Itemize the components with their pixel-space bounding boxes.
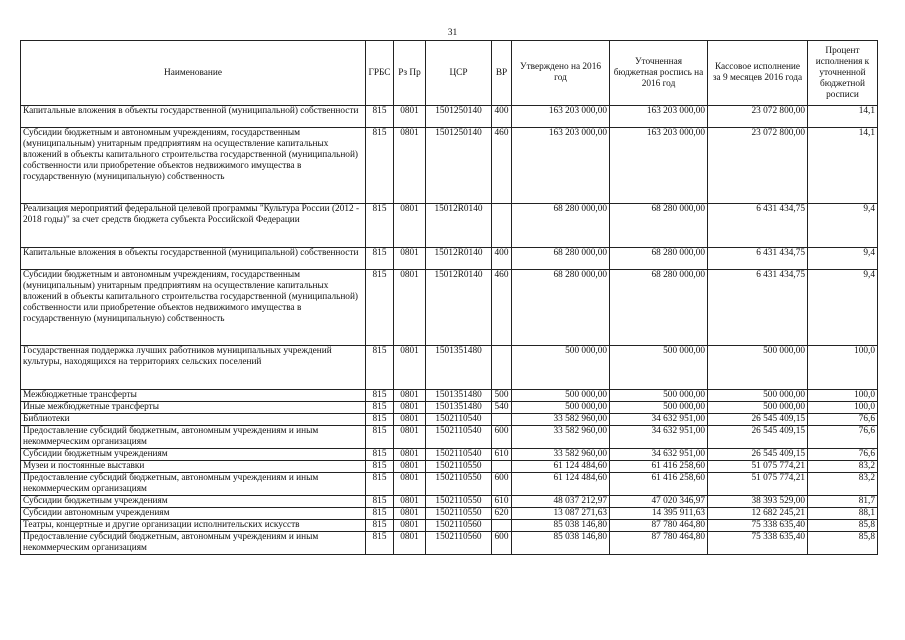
- row-rzpr: 0801: [394, 106, 426, 128]
- row-percent: 85,8: [808, 520, 878, 532]
- row-grbs: 815: [366, 449, 394, 461]
- table-row: [21, 204, 878, 248]
- row-cash: 23 072 800,00: [708, 128, 808, 204]
- row-csr: 1502110550: [426, 461, 492, 473]
- row-percent: 76,6: [808, 414, 878, 426]
- table-row: [21, 461, 878, 473]
- row-csr: 1501351480: [426, 390, 492, 402]
- row-percent: 83,2: [808, 473, 878, 496]
- row-grbs: 815: [366, 128, 394, 204]
- row-cash: 75 338 635,40: [708, 532, 808, 555]
- row-csr: 1502110560: [426, 520, 492, 532]
- row-approved: 33 582 960,00: [512, 414, 610, 426]
- row-grbs: 815: [366, 508, 394, 520]
- row-csr: 15012R0140: [426, 204, 492, 248]
- row-refined: 34 632 951,00: [610, 426, 708, 449]
- row-percent: 76,6: [808, 449, 878, 461]
- row-csr: 1502110540: [426, 414, 492, 426]
- header-rzpr: Рз Пр: [394, 41, 426, 106]
- row-approved: 61 124 484,60: [512, 461, 610, 473]
- row-grbs: 815: [366, 532, 394, 555]
- header-grbs: ГРБС: [366, 41, 394, 106]
- row-rzpr: 0801: [394, 346, 426, 390]
- row-rzpr: 0801: [394, 532, 426, 555]
- row-rzpr: 0801: [394, 204, 426, 248]
- row-cash: 51 075 774,21: [708, 473, 808, 496]
- row-refined: 163 203 000,00: [610, 128, 708, 204]
- row-cash: 23 072 800,00: [708, 106, 808, 128]
- row-csr: 1502110550: [426, 496, 492, 508]
- row-approved: 68 280 000,00: [512, 204, 610, 248]
- row-name: Государственная поддержка лучших работников муниципальных учреждений культуры, находящихся на территориях сельских поселений: [21, 346, 366, 390]
- row-rzpr: 0801: [394, 128, 426, 204]
- row-cash: 500 000,00: [708, 346, 808, 390]
- row-refined: 68 280 000,00: [610, 270, 708, 346]
- row-grbs: 815: [366, 496, 394, 508]
- row-csr: 1501351480: [426, 402, 492, 414]
- row-vr: 460: [492, 128, 512, 204]
- row-csr: 1502110540: [426, 449, 492, 461]
- row-vr: 460: [492, 270, 512, 346]
- row-percent: 14,1: [808, 128, 878, 204]
- row-percent: 14,1: [808, 106, 878, 128]
- row-vr: [492, 520, 512, 532]
- row-grbs: 815: [366, 390, 394, 402]
- row-percent: 100,0: [808, 402, 878, 414]
- table-row: [21, 414, 878, 426]
- row-rzpr: 0801: [394, 508, 426, 520]
- row-approved: 500 000,00: [512, 402, 610, 414]
- row-percent: 83,2: [808, 461, 878, 473]
- row-approved: 33 582 960,00: [512, 426, 610, 449]
- row-rzpr: 0801: [394, 414, 426, 426]
- row-cash: 500 000,00: [708, 402, 808, 414]
- row-grbs: 815: [366, 248, 394, 270]
- row-csr: 1501351480: [426, 346, 492, 390]
- row-refined: 68 280 000,00: [610, 248, 708, 270]
- row-refined: 500 000,00: [610, 346, 708, 390]
- header-cash: Кассовое исполнение за 9 месяцев 2016 года: [708, 41, 808, 106]
- row-name: Субсидии бюджетным учреждениям: [21, 449, 366, 461]
- table-row: [21, 520, 878, 532]
- row-grbs: 815: [366, 402, 394, 414]
- table-row: [21, 496, 878, 508]
- row-refined: 61 416 258,60: [610, 461, 708, 473]
- header-refined: Уточненная бюджетная роспись на 2016 год: [610, 41, 708, 106]
- header-csr: ЦСР: [426, 41, 492, 106]
- table-row: [21, 270, 878, 346]
- row-refined: 163 203 000,00: [610, 106, 708, 128]
- row-name: Реализация мероприятий федеральной целевой программы "Культура России (2012 - 2018 годы)" за счет средств бюджета субъекта Российской Федерации: [21, 204, 366, 248]
- row-percent: 85,8: [808, 532, 878, 555]
- row-rzpr: 0801: [394, 449, 426, 461]
- row-grbs: 815: [366, 461, 394, 473]
- row-grbs: 815: [366, 204, 394, 248]
- row-name: Субсидии бюджетным и автономным учреждениям, государственным (муниципальным) унитарным предприятиям на осуществление капитальных вложений в объекты капитального строительства государственной (муниципальной) собственности или приобретение объектов недвижимого имущества в государственную (муниципальную) собственность: [21, 128, 366, 204]
- row-vr: 610: [492, 496, 512, 508]
- row-grbs: 815: [366, 520, 394, 532]
- row-name: Предоставление субсидий бюджетным, автономным учреждениям и иным некоммерческим организациям: [21, 473, 366, 496]
- row-approved: 33 582 960,00: [512, 449, 610, 461]
- table-row: [21, 390, 878, 402]
- row-refined: 34 632 951,00: [610, 414, 708, 426]
- row-csr: 15012R0140: [426, 248, 492, 270]
- table-row: [21, 248, 878, 270]
- row-rzpr: 0801: [394, 248, 426, 270]
- row-name: Предоставление субсидий бюджетным, автономным учреждениям и иным некоммерческим организациям: [21, 532, 366, 555]
- row-name: Библиотеки: [21, 414, 366, 426]
- row-vr: 400: [492, 248, 512, 270]
- row-cash: 38 393 529,00: [708, 496, 808, 508]
- row-cash: 26 545 409,15: [708, 414, 808, 426]
- row-csr: 1502110550: [426, 508, 492, 520]
- row-rzpr: 0801: [394, 402, 426, 414]
- header-percent: Процент исполнения к уточненной бюджетной росписи: [808, 41, 878, 106]
- row-cash: 51 075 774,21: [708, 461, 808, 473]
- row-refined: 61 416 258,60: [610, 473, 708, 496]
- row-vr: [492, 461, 512, 473]
- table-row: [21, 128, 878, 204]
- row-percent: 9,4: [808, 204, 878, 248]
- table-row: [21, 402, 878, 414]
- row-approved: 163 203 000,00: [512, 106, 610, 128]
- row-percent: 81,7: [808, 496, 878, 508]
- row-grbs: 815: [366, 473, 394, 496]
- row-approved: 68 280 000,00: [512, 248, 610, 270]
- row-refined: 47 020 346,97: [610, 496, 708, 508]
- row-vr: [492, 414, 512, 426]
- row-percent: 88,1: [808, 508, 878, 520]
- row-grbs: 815: [366, 106, 394, 128]
- row-approved: 85 038 146,80: [512, 532, 610, 555]
- row-name: Музеи и постоянные выставки: [21, 461, 366, 473]
- row-cash: 75 338 635,40: [708, 520, 808, 532]
- row-vr: [492, 346, 512, 390]
- table-row: [21, 473, 878, 496]
- row-refined: 34 632 951,00: [610, 449, 708, 461]
- row-rzpr: 0801: [394, 520, 426, 532]
- row-approved: 61 124 484,60: [512, 473, 610, 496]
- row-csr: 1502110560: [426, 532, 492, 555]
- budget-table: [20, 40, 878, 555]
- row-name: Субсидии бюджетным учреждениям: [21, 496, 366, 508]
- row-csr: 1502110540: [426, 426, 492, 449]
- row-percent: 9,4: [808, 270, 878, 346]
- row-cash: 6 431 434,75: [708, 270, 808, 346]
- row-approved: 85 038 146,80: [512, 520, 610, 532]
- row-refined: 500 000,00: [610, 402, 708, 414]
- row-csr: 1501250140: [426, 128, 492, 204]
- row-percent: 100,0: [808, 346, 878, 390]
- row-vr: 600: [492, 426, 512, 449]
- row-name: Субсидии бюджетным и автономным учреждениям, государственным (муниципальным) унитарным предприятиям на осуществление капитальных вложений в объекты капитального строительства государственной (муниципальной) собственности или приобретение объектов недвижимого имущества в государственную (муниципальную) собственность: [21, 270, 366, 346]
- row-vr: 500: [492, 390, 512, 402]
- table-row: [21, 532, 878, 555]
- row-name: Субсидии автономным учреждениям: [21, 508, 366, 520]
- row-name: Капитальные вложения в объекты государственной (муниципальной) собственности: [21, 248, 366, 270]
- row-refined: 87 780 464,80: [610, 532, 708, 555]
- row-grbs: 815: [366, 346, 394, 390]
- row-vr: 620: [492, 508, 512, 520]
- row-percent: 100,0: [808, 390, 878, 402]
- row-cash: 26 545 409,15: [708, 449, 808, 461]
- row-name: Капитальные вложения в объекты государственной (муниципальной) собственности: [21, 106, 366, 128]
- row-approved: 500 000,00: [512, 346, 610, 390]
- row-vr: 400: [492, 106, 512, 128]
- row-rzpr: 0801: [394, 270, 426, 346]
- row-rzpr: 0801: [394, 426, 426, 449]
- row-cash: 6 431 434,75: [708, 248, 808, 270]
- row-cash: 12 682 245,21: [708, 508, 808, 520]
- row-percent: 9,4: [808, 248, 878, 270]
- row-name: Театры, концертные и другие организации исполнительских искусств: [21, 520, 366, 532]
- table-row: [21, 508, 878, 520]
- row-cash: 26 545 409,15: [708, 426, 808, 449]
- row-rzpr: 0801: [394, 390, 426, 402]
- header-approved: Утверждено на 2016 год: [512, 41, 610, 106]
- table-row: [21, 449, 878, 461]
- row-vr: 610: [492, 449, 512, 461]
- row-vr: 540: [492, 402, 512, 414]
- row-cash: 6 431 434,75: [708, 204, 808, 248]
- row-name: Межбюджетные трансферты: [21, 390, 366, 402]
- row-approved: 48 037 212,97: [512, 496, 610, 508]
- row-refined: 14 395 911,63: [610, 508, 708, 520]
- row-cash: 500 000,00: [708, 390, 808, 402]
- header-row: [21, 41, 878, 106]
- row-csr: 1502110550: [426, 473, 492, 496]
- row-csr: 1501250140: [426, 106, 492, 128]
- row-vr: [492, 204, 512, 248]
- row-csr: 15012R0140: [426, 270, 492, 346]
- row-rzpr: 0801: [394, 461, 426, 473]
- row-approved: 13 087 271,63: [512, 508, 610, 520]
- row-approved: 500 000,00: [512, 390, 610, 402]
- table-row: [21, 346, 878, 390]
- row-refined: 68 280 000,00: [610, 204, 708, 248]
- header-name: Наименование: [21, 41, 366, 106]
- row-name: Иные межбюджетные трансферты: [21, 402, 366, 414]
- row-rzpr: 0801: [394, 496, 426, 508]
- table-row: [21, 426, 878, 449]
- row-approved: 68 280 000,00: [512, 270, 610, 346]
- row-percent: 76,6: [808, 426, 878, 449]
- row-name: Предоставление субсидий бюджетным, автономным учреждениям и иным некоммерческим организациям: [21, 426, 366, 449]
- row-grbs: 815: [366, 414, 394, 426]
- page-number: 31: [447, 28, 458, 38]
- row-refined: 87 780 464,80: [610, 520, 708, 532]
- row-vr: 600: [492, 473, 512, 496]
- header-vr: ВР: [492, 41, 512, 106]
- table-row: [21, 106, 878, 128]
- row-rzpr: 0801: [394, 473, 426, 496]
- row-approved: 163 203 000,00: [512, 128, 610, 204]
- row-refined: 500 000,00: [610, 390, 708, 402]
- row-grbs: 815: [366, 426, 394, 449]
- row-grbs: 815: [366, 270, 394, 346]
- row-vr: 600: [492, 532, 512, 555]
